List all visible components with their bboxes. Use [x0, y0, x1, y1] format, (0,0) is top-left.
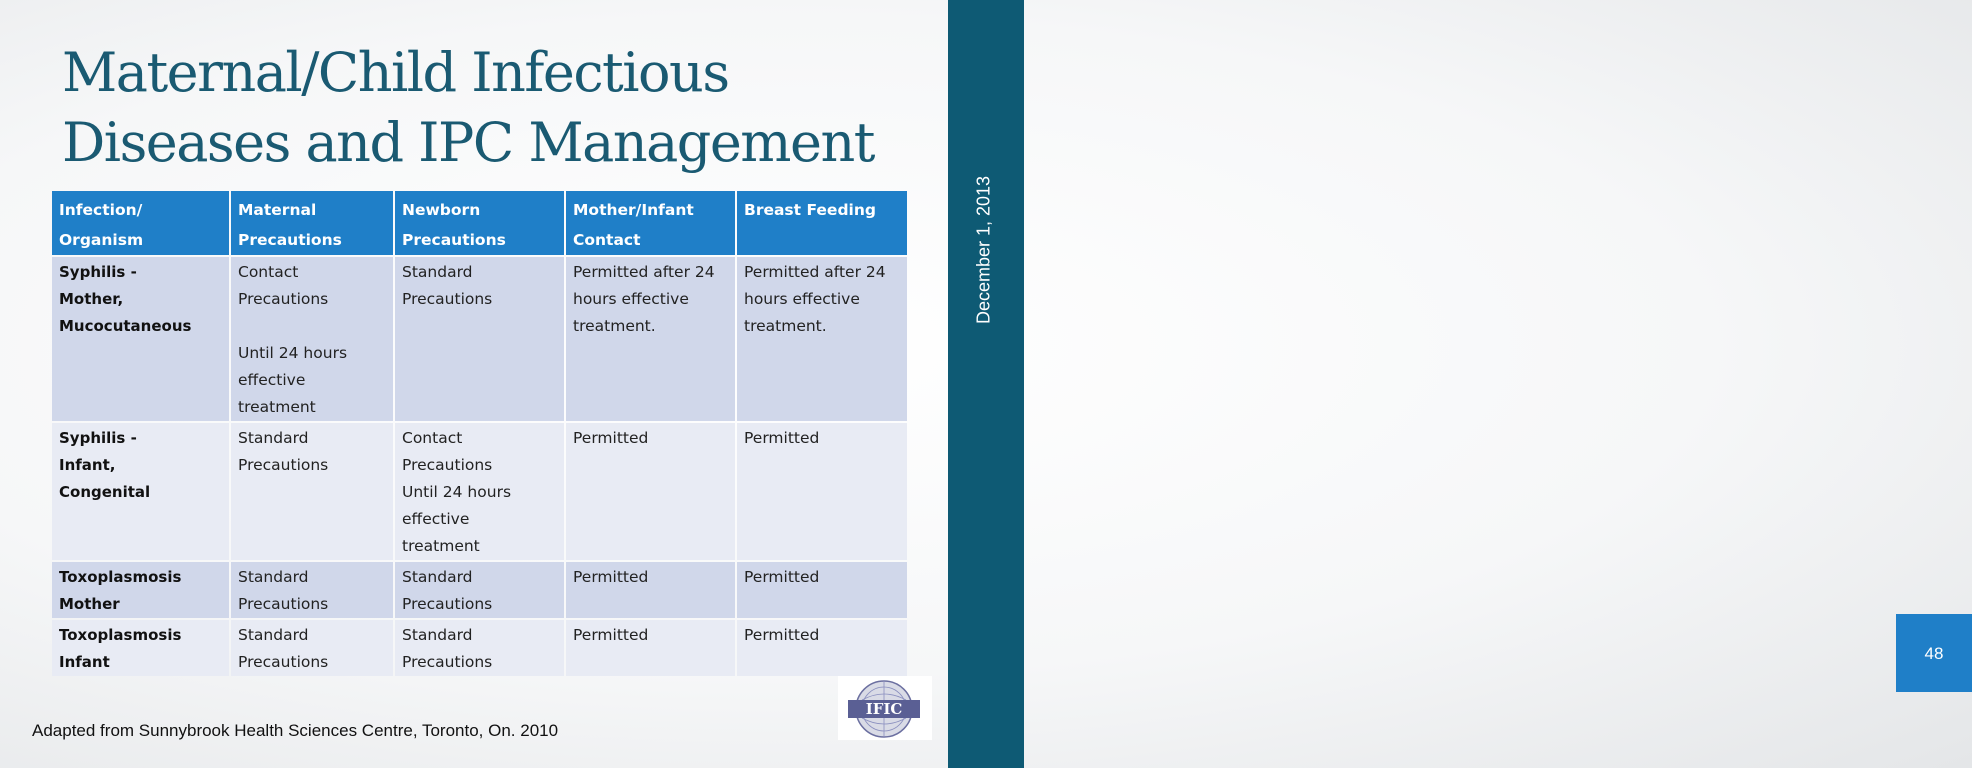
cell-text: Permitted: [744, 568, 820, 586]
logo-text: IFIC: [865, 700, 903, 718]
cell-newborn: [395, 562, 564, 618]
header-text: Breast Feeding: [744, 201, 876, 219]
page-number-box: [1896, 614, 1972, 692]
ipc-table: [50, 189, 909, 678]
cell-contact: [566, 257, 735, 421]
table-header-row: [52, 191, 907, 255]
cell-organism: [52, 423, 229, 560]
cell-text: Standard: [402, 568, 473, 586]
cell-text: Precautions: [402, 653, 493, 671]
cell-organism: [52, 620, 229, 676]
cell-text: hours effective: [744, 290, 860, 308]
header-text: Precautions: [238, 231, 342, 249]
cell-text: treatment: [402, 537, 480, 555]
column-header-5: [737, 191, 907, 255]
header-text: Mother/Infant: [573, 201, 694, 219]
cell-text: Permitted after 24: [573, 263, 715, 281]
source-citation: Adapted from Sunnybrook Health Sciences Centre, Toronto, On. 2010: [32, 721, 559, 740]
cell-maternal: [231, 562, 393, 618]
cell-text: treatment: [238, 398, 316, 416]
cell-maternal: [231, 257, 393, 421]
header-text: Maternal: [238, 201, 317, 219]
header-text: Organism: [59, 231, 144, 249]
column-header-1: [52, 191, 229, 255]
cell-maternal: [231, 620, 393, 676]
cell-newborn: [395, 257, 564, 421]
header-text: Precautions: [402, 231, 506, 249]
column-header-4: [566, 191, 735, 255]
cell-maternal: [231, 423, 393, 560]
cell-text: Precautions: [238, 290, 329, 308]
cell-text: Infant: [59, 653, 110, 671]
cell-text: Permitted: [573, 429, 649, 447]
cell-text: Permitted: [573, 568, 649, 586]
cell-text: Permitted: [573, 626, 649, 644]
right-sidebar: [948, 0, 1944, 768]
cell-text: Permitted: [744, 429, 820, 447]
cell-text: effective: [402, 510, 470, 528]
slide-title: [62, 38, 932, 178]
cell-text: Toxoplasmosis: [59, 626, 182, 644]
cell-text: Contact: [238, 263, 299, 281]
cell-text: [238, 313, 387, 340]
cell-newborn: [395, 423, 564, 560]
cell-breastfeeding: [737, 562, 907, 618]
table-row: [52, 620, 907, 676]
cell-organism: [52, 257, 229, 421]
cell-text: Mother,: [59, 290, 124, 308]
slide-date: December 1, 2013: [973, 175, 994, 325]
cell-text: Permitted after 24: [744, 263, 886, 281]
cell-breastfeeding: [737, 423, 907, 560]
table-body: [52, 257, 907, 676]
header-text: Contact: [573, 231, 641, 249]
cell-text: Contact: [402, 429, 463, 447]
column-header-2: [231, 191, 393, 255]
cell-text: Until 24 hours: [238, 344, 348, 362]
cell-text: Toxoplasmosis: [59, 568, 182, 586]
cell-text: Infant,: [59, 456, 116, 474]
cell-text: Until 24 hours: [402, 483, 512, 501]
table-row: [52, 257, 907, 421]
cell-contact: [566, 562, 735, 618]
cell-text: treatment.: [744, 317, 827, 335]
cell-text: Standard: [402, 626, 473, 644]
page-number: 48: [1924, 644, 1944, 663]
cell-text: treatment.: [573, 317, 656, 335]
header-text: Infection/: [59, 201, 143, 219]
cell-text: Precautions: [238, 456, 329, 474]
cell-text: Syphilis -: [59, 429, 137, 447]
cell-text: Standard: [238, 626, 309, 644]
cell-text: Precautions: [238, 653, 329, 671]
cell-text: Mucocutaneous: [59, 317, 192, 335]
title-line-2: Diseases and IPC Management: [62, 111, 874, 174]
cell-breastfeeding: [737, 620, 907, 676]
cell-organism: [52, 562, 229, 618]
cell-text: Syphilis -: [59, 263, 137, 281]
table-row: [52, 423, 907, 560]
title-line-1: Maternal/Child Infectious: [62, 41, 729, 104]
cell-text: Precautions: [238, 595, 329, 613]
table-row: [52, 562, 907, 618]
cell-text: effective: [238, 371, 306, 389]
cell-text: Precautions: [402, 595, 493, 613]
cell-text: Standard: [238, 568, 309, 586]
header-text: Newborn: [402, 201, 481, 219]
cell-text: Congenital: [59, 483, 151, 501]
cell-text: Mother: [59, 595, 120, 613]
cell-newborn: [395, 620, 564, 676]
cell-text: Permitted: [744, 626, 820, 644]
cell-text: Precautions: [402, 290, 493, 308]
cell-contact: [566, 423, 735, 560]
ific-logo-icon: [838, 676, 932, 740]
column-header-3: [395, 191, 564, 255]
cell-text: Standard: [402, 263, 473, 281]
cell-breastfeeding: [737, 257, 907, 421]
cell-text: Standard: [238, 429, 309, 447]
cell-text: Precautions: [402, 456, 493, 474]
cell-text: hours effective: [573, 290, 689, 308]
cell-contact: [566, 620, 735, 676]
